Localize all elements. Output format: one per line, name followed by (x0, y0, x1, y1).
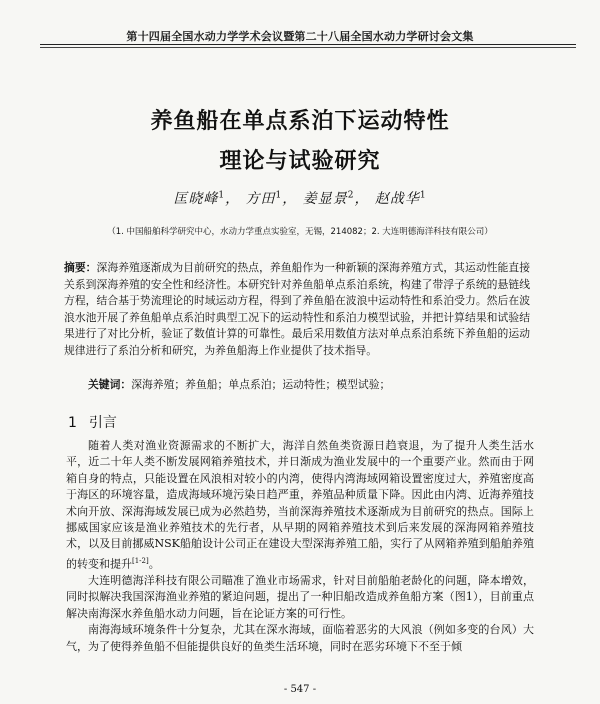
header-rule (40, 44, 576, 45)
abstract-text: 深海养殖逐渐成为目前研究的热点，养鱼船作为一种新颖的深海养殖方式，其运动性能直接关系到深海养殖的安全性和经济性。本研究针对养鱼船单点系泊系统，构建了带浮子系统的悬链线方程，结合基于势流理论的时域运动方程，得到了养鱼船在波浪中运动特性和系泊受力。然后在波浪水池开展了养鱼船单点系泊时典型工况下的运动特性和系泊力模型试验，并把计算结果和试验结果进行了对比分析，验证了数值计算的可靠性。最后采用数值方法对单点系泊系统下养鱼船的运动规律进行了系泊分析和研究，为养鱼船海上作业提供了技术指导。 (64, 261, 530, 357)
author-affil-mark: 1 (275, 190, 283, 201)
author-name: 匡晓峰 (173, 191, 219, 207)
abstract (64, 260, 530, 360)
paper-title-line1: 养鱼船在单点系泊下运动特性 (150, 109, 450, 134)
citation: [1-2] (132, 556, 149, 565)
abstract-label: 摘要： (64, 261, 97, 274)
author-name: 赵战华 (374, 191, 420, 207)
author-affil-mark: 1 (218, 190, 226, 201)
keywords-text: 深海养殖；养鱼船；单点系泊；运动特性；模型试验； (131, 378, 391, 391)
author-separator: ， (225, 191, 241, 207)
paragraph-end: 。 (148, 557, 160, 571)
author-affil-mark: 2 (347, 190, 355, 201)
author-affil-mark: 1 (419, 190, 427, 201)
author-separator: ， (354, 191, 370, 207)
author-list (0, 188, 600, 208)
paragraph: 大连明德海洋科技有限公司瞄准了渔业市场需求，针对目前船舶老龄化的问题，降本增效，同时拟解决我国深海渔业养殖的紧迫问题，提出了一种旧船改造成养鱼船方案（图1），目前重点解决南海深水养鱼船水动力问题，旨在论证方案的可行性。 (66, 573, 534, 620)
body-text (66, 438, 534, 655)
keywords-label: 关键词： (88, 378, 132, 391)
running-head: 第十四届全国水动力学学术会议暨第二十八届全国水动力学研讨会文集 (126, 30, 474, 43)
paragraph (66, 438, 534, 573)
author-separator: ， (282, 191, 298, 207)
section-title: 引言 (88, 415, 117, 431)
affiliation: （1. 中国船舶科学研究中心，水动力学重点实验室，无锡，214082；2. 大连明德海洋科技有限公司） (107, 227, 493, 237)
paragraph-text: 随着人类对渔业资源需求的不断扩大，海洋自然鱼类资源日趋衰退，为了提升人类生活水平，近二十年人类不断发展网箱养殖技术，并日渐成为渔业发展中的一个重要产业。然而由于网箱自身的特点，只能设置在风浪相对较小的内湾，使得内湾海域网箱设置密度过大，养殖密度高于海区的环境容量，造成海域环境污染日趋严重，养殖品种质量下降。因此由内湾、近海养殖技术向开放、深海海域发展已成为必然趋势，当前深海养殖技术逐渐成为目前研究的热点。国际上挪威国家应该是渔业养殖技术的先行者，从早期的网箱养殖技术到后来发展的深海网箱养殖技术，以及目前挪威NSK船舶设计公司正在建设大型深海养殖工船，实行了从网箱养殖到船舶养殖的转变和提升 (66, 439, 534, 571)
section-heading (68, 412, 117, 432)
header-rule-thin (40, 47, 576, 48)
paragraph: 南海海域环境条件十分复杂，尤其在深水海域，面临着恶劣的大风浪（例如多变的台风）大气，为了使得养鱼船不但能提供良好的鱼类生活环境，同时在恶劣环境下不至于倾 (66, 623, 534, 653)
keywords (88, 377, 528, 393)
paper-title-line2: 理论与试验研究 (219, 149, 381, 174)
page-number: - 547 - (283, 684, 317, 695)
author-name: 方田 (245, 191, 276, 207)
section-number: 1 (68, 415, 77, 431)
author-name: 姜显景 (302, 191, 348, 207)
